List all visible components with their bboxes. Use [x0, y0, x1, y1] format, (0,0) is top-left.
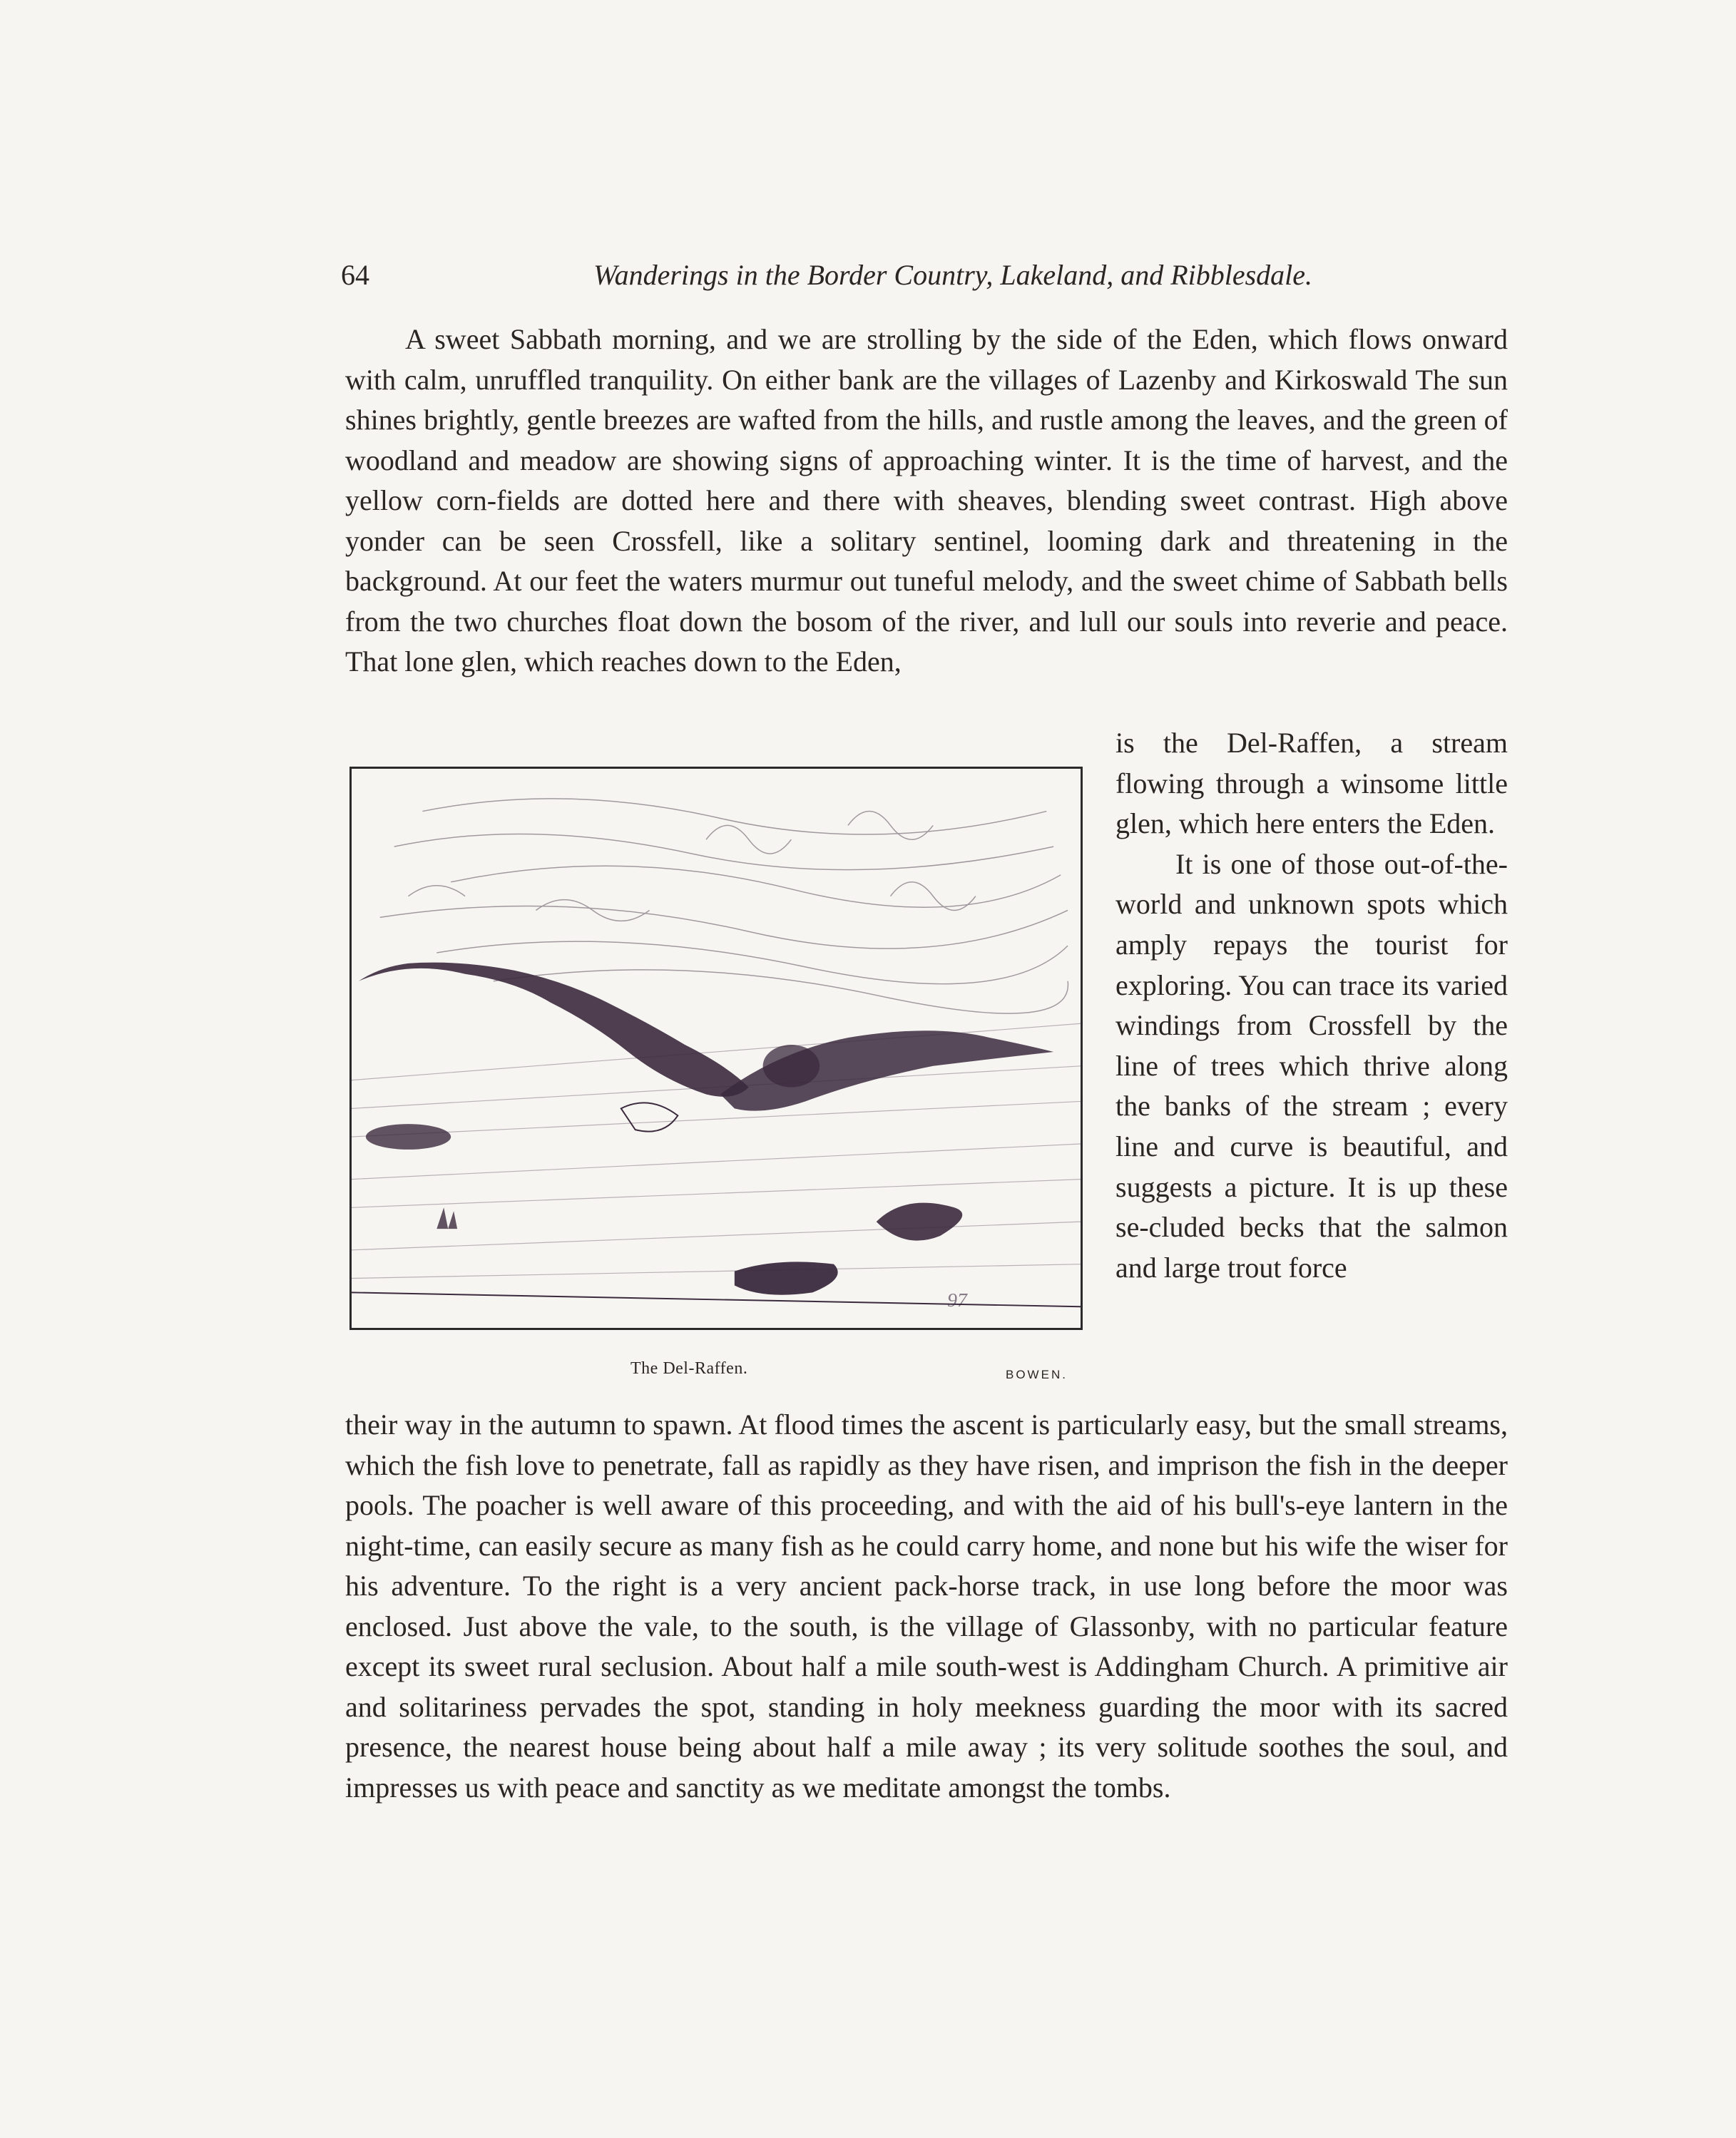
opening-paragraph — [345, 319, 1508, 682]
landscape-engraving-icon — [352, 769, 1081, 1328]
running-title: Wanderings in the Border Country, Lakeland, and Ribblesdale. — [593, 259, 1313, 291]
page-number: 64 — [341, 259, 369, 291]
closing-paragraph — [345, 1405, 1508, 1808]
side-column — [1115, 723, 1508, 1288]
figure-caption: The Del-Raffen. — [630, 1359, 748, 1378]
paragraph-1-side: is the Del-Raffen, a stream flowing through a winsome little glen, which here enters the Eden. — [1115, 727, 1508, 840]
paragraph-2-side: It is one of those out-of-the-world and unknown spots which amply repays the tourist for exploring. You can trace its varied windings from Crossfell by the line of trees which thrive along the banks of the stream ; every line and curve is beautiful, and suggests a picture. It is up these se-cluded becks that the salmon and large trout force — [1115, 847, 1508, 1284]
svg-text:97: 97 — [947, 1289, 967, 1312]
del-raffen-illustration — [349, 767, 1083, 1330]
page-header — [341, 258, 1508, 301]
paragraph-1-top: A sweet Sabbath morning, and we are strolling by the side of the Eden, which flows onward with calm, unruffled tranquility. On either bank are the villages of Lazenby and Kirkoswald The sun shines brightly, gentle breezes are wafted from the hills, and rustle among the leaves, and the green of woodland and meadow are showing signs of approaching winter. It is the time of harvest, and the yellow corn-fields are dotted here and there with sheaves, blending sweet contrast. High above yonder can be seen Crossfell, like a solitary sentinel, looming dark and threatening in the background. At our feet the waters murmur out tuneful melody, and the sweet chime of Sabbath bells from the two churches float down the bosom of the river, and lull our souls into reverie and peace. That lone glen, which reaches down to the Eden, — [345, 323, 1508, 677]
paragraph-2-bottom: their way in the autumn to spawn. At flood times the ascent is particularly easy, but the small streams, which the fish love to penetrate, fall as rapidly as they have risen, and imprison the fish in the deeper pools. The poacher is well aware of this proceeding, and with the aid of his bull's-eye lantern in the night-time, can easily secure as many fish as he could carry home, and none but his wife the wiser for his adventure. To the right is a very ancient pack-horse track, in use long before the moor was enclosed. Just above the vale, to the south, is the village of Glassonby, with no particular feature except its sweet rural seclusion. About half a mile south-west is Addingham Church. A primitive air and solitariness pervades the spot, standing in holy meekness guarding the moor with its sacred presence, the nearest house being about half a mile away ; its very solitude soothes the soul, and impresses us with peace and sanctity as we meditate amongst the tombs. — [345, 1408, 1508, 1804]
figure-artist-credit: BOWEN. — [1006, 1368, 1068, 1381]
